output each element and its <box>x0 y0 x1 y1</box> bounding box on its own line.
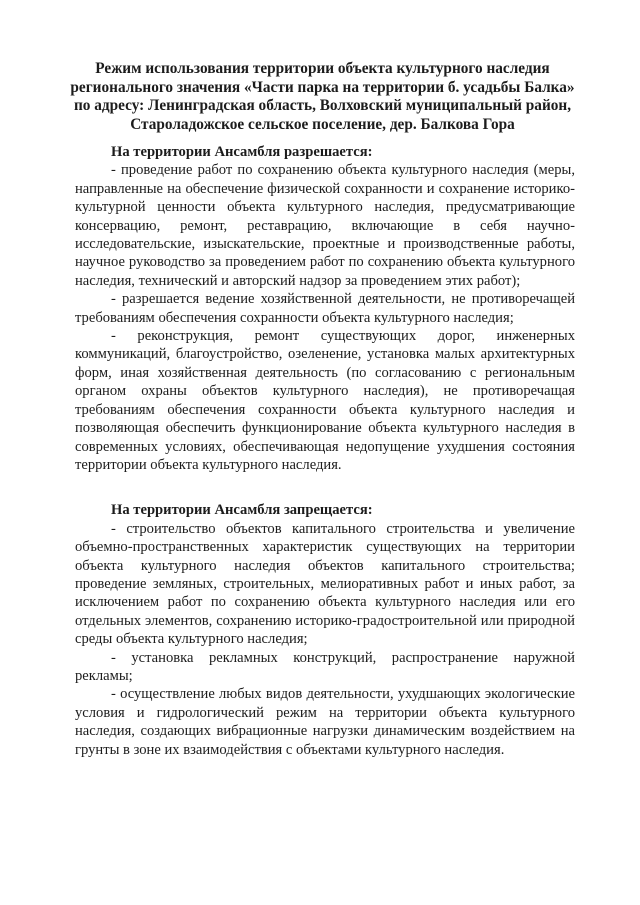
forbidden-item-2: - установка рекламных конструкций, распространение наружной рекламы; <box>75 649 575 684</box>
forbidden-item-1: - строительство объектов капитального строительства и увеличение объемно-пространственных характеристик существующих на территории объекта культурного наследия объектов капитального строительства; проведение земляных, строительных, мелиоративных работ и иных работ, за исключением работ по сохранению объекта культурного наследия или его отдельных элементов, сохранению историко-градостроительной или природной среды объекта культурного наследия; <box>75 520 575 648</box>
forbidden-heading: На территории Ансамбля запрещается: <box>111 502 373 519</box>
allowed-item-1: - проведение работ по сохранению объекта культурного наследия (меры, направленные на обеспечение физической сохранности и сохранение историко-культурной ценности объекта культурного наследия, предусматривающие консервацию, ремонт, реставрацию, включающие в себя научно-исследовательские, изыскательские, проектные и производственные работы, научное руководство за проведением работ по сохранению объекта культурного наследия, технический и авторский надзор за проведением этих работ); <box>75 162 575 289</box>
allowed-item-2: - разрешается ведение хозяйственной деятельности, не противоречащей требованиям обеспечения сохранности объекта культурного наследия; <box>75 291 575 326</box>
title-line-1: Режим использования территории объекта культурного наследия <box>95 60 550 77</box>
document-title <box>70 60 575 134</box>
document-body <box>75 143 575 759</box>
allowed-heading: На территории Ансамбля разрешается: <box>111 144 373 160</box>
title-line-2: регионального значения «Части парка на территории б. усадьбы Балка» <box>70 78 575 96</box>
section-spacer <box>75 474 575 501</box>
forbidden-item-3: - осуществление любых видов деятельности, ухудшающих экологические условия и гидрологический режим на территории объекта культурного наследия, создающих вибрационные нагрузки динамическим воздействием на грунты в зоне их взаимодействия с объектами культурного наследия. <box>75 686 575 758</box>
title-line-4: Староладожское сельское поселение, дер. Балкова Гора <box>130 115 515 133</box>
title-line-3: по адресу: Ленинградская область, Волховский муниципальный район, <box>73 97 572 114</box>
allowed-item-3: - реконструкция, ремонт существующих дорог, инженерных коммуникаций, благоустройство, озеленение, установка малых архитектурных форм, иная хозяйственная деятельность (по согласованию с региональным органом охраны объектов культурного наследия), не противоречащая требованиям обеспечения сохранности объекта культурного наследия и позволяющая обеспечить функционирование объекта культурного наследия в современных условиях, обеспечивающая недопущение ухудшения состояния территории объекта культурного наследия. <box>75 328 575 473</box>
